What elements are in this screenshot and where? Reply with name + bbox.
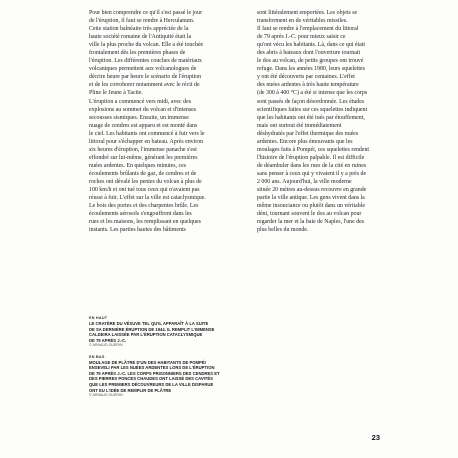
caption-text-line: MOULAGE DE PLÂTRE D'UN DES HABITANTS DE POMPÉI bbox=[89, 359, 206, 365]
text-line: déni, tournant souvent le dos au volcan pour bbox=[257, 211, 362, 218]
text-line: haute société romaine de l'Antiquité était la bbox=[89, 34, 192, 41]
text-line: explosions au sommet du volcan et d'intenses bbox=[89, 106, 197, 113]
caption-text-line: LE CRATÈRE DU VÉSUVE TEL QU'IL APPARAÎT À LA SUITE bbox=[89, 321, 209, 326]
text-line: que les habitants ont été tués par étouffement, bbox=[257, 114, 365, 121]
text-line: ardentes. Encore plus émouvants que les bbox=[257, 138, 353, 145]
text-line: des abris à bateaux dont l'ouverture tournait bbox=[257, 50, 361, 57]
text-line: Cette station balnéaire très appréciée de la bbox=[89, 26, 189, 33]
photo-credit: © ARNAUD GUÉRIN bbox=[89, 343, 123, 348]
text-line: l'histoire de l'éruption palpable. Il est difficile bbox=[257, 154, 365, 161]
text-line: sont passés de façon désordonnée. Les études bbox=[257, 98, 365, 105]
text-line: plus belles du monde. bbox=[257, 227, 309, 234]
caption-text-line: ONT EU L'IDÉE DE REMPLIR DE PLÂTRE bbox=[89, 387, 172, 393]
text-line: 2 000 ans. Aujourd'hui, la ville moderne bbox=[257, 178, 352, 185]
text-line: et de les corroborer notamment avec le récit de bbox=[89, 82, 200, 89]
caption-text-line: DE SA DERNIÈRE ÉRUPTION DE 1944. IL REMPLIT L'IMMENSE bbox=[89, 326, 215, 332]
text-line: située 20 mètres au-dessus recouvre en grande bbox=[257, 187, 367, 194]
text-line: roches ont dévalé les pentes du volcan à plus de bbox=[89, 178, 202, 185]
text-line: refuge. Dans les années 1980, leurs squelettes bbox=[257, 66, 365, 73]
text-line: regarder la mer et la baie de Naples, l'une des bbox=[257, 219, 365, 226]
text-line: effondré sur lui-même, générant les premières bbox=[89, 154, 198, 161]
text-line: de déambuler dans les rues de la cité en ruines bbox=[257, 162, 367, 169]
text-line: Pour bien comprendre ce qu'il s'est passé le jour bbox=[89, 10, 203, 16]
text-line: y ont été découverts par centaines. L'effet bbox=[257, 74, 355, 81]
caption-text-line: DES PIERRES PONCES CHAUDES ONT LAISSÉ DES CAVITÉS bbox=[89, 376, 213, 382]
photo-credit: © ARNAUD GUÉRIN bbox=[89, 393, 123, 398]
text-line: littoral pour s'échapper en bateau. Après environ bbox=[89, 138, 204, 145]
text-line: le ciel. Les habitants ont commencé à fuir vers le bbox=[89, 130, 205, 137]
caption-text-line: DE 79 APRÈS J.-C. LES CORPS PRISONNIERS DES CENDRES ET bbox=[89, 370, 220, 376]
caption-block bbox=[89, 316, 249, 349]
text-line: décrire heure par heure le scénario de l'éruption bbox=[89, 74, 202, 81]
text-line: instants. Les parties hautes des bâtiments bbox=[89, 227, 186, 234]
caption-label: EN BAS bbox=[89, 354, 105, 359]
text-line: Le bois des portes et des charpentes brûle. Les bbox=[89, 203, 199, 210]
text-line: six heures d'éruption, l'immense panache s'est bbox=[89, 146, 197, 153]
text-line: 100 km/h et ont tué tous ceux qui n'avaient pas bbox=[89, 187, 200, 194]
text-line: le dos au volcan, de petits groupes ont trouvé bbox=[257, 58, 364, 65]
text-line: transforment en de véritables missiles. bbox=[257, 18, 348, 25]
text-line: de l'éruption, il faut se rendre à Herculanum. bbox=[89, 18, 195, 25]
text-line: sans penser à ceux qui y vivaient il y a près de bbox=[257, 170, 367, 177]
page-number: 23 bbox=[371, 433, 380, 442]
text-line: sont littéralement emportées. Les objets se bbox=[257, 10, 358, 16]
caption-label: EN HAUT bbox=[89, 316, 108, 320]
text-line: secousses sismiques. Ensuite, un immense bbox=[89, 114, 189, 121]
text-line: L'éruption a commencé vers midi, avec des bbox=[89, 98, 191, 105]
text-line: des nuées ardentes à très haute température bbox=[257, 82, 359, 89]
text-line: nuées ardentes. En quelques minutes, ces bbox=[89, 162, 187, 169]
body-text-right-column bbox=[257, 9, 408, 234]
text-line: Il faut se rendre à l'emplacement du littoral bbox=[257, 26, 359, 33]
photo-captions bbox=[89, 316, 249, 404]
text-line: l'éruption. Les différentes couches de matériaux bbox=[89, 58, 202, 65]
text-line: qu'ont vécu les habitants. Là, dans ce qui était bbox=[257, 42, 366, 49]
text-line: même insouciance ou plutôt dans un véritable bbox=[257, 203, 365, 210]
text-line: moulages faits à Pompéi, ces squelettes rendent bbox=[257, 146, 370, 153]
text-line: volcaniques permettent aux volcanologues de bbox=[89, 66, 197, 73]
text-line: partie la ville antique. Les gens vivent dans la bbox=[257, 195, 365, 202]
body-text-left-column bbox=[89, 9, 240, 234]
text-line: déshydratés par l'effet thermique des nuées bbox=[257, 130, 359, 137]
text-line: Pline le Jeune à Tacite. bbox=[89, 90, 143, 97]
text-line: écoulements brûlants de gaz, de cendres et de bbox=[89, 170, 197, 177]
text-line: rues et les maisons, les remplissant en quelques bbox=[89, 219, 201, 226]
text-line: (de 300 à 400 °C) a été si intense que les corps bbox=[257, 90, 368, 97]
text-line: réussi à fuir. L'effet sur la ville est cataclysmique. bbox=[89, 195, 206, 202]
text-line: ville la plus proche du volcan. Elle a été touchée bbox=[89, 42, 204, 49]
caption-text-line: CALDEIRA LAISSÉE PAR L'ÉRUPTION CATACLYSMIQUE bbox=[89, 332, 203, 338]
text-line: mais ont surtout été immédiatement bbox=[257, 122, 342, 129]
text-line: écoulements aérosols s'engouffrent dans les bbox=[89, 211, 192, 218]
caption-text-line: QUE LES PREMIERS DÉCOUVREURS DE LA VILLE DISPARUE bbox=[89, 381, 214, 387]
text-line: frontalement dès les premières phases de bbox=[89, 50, 186, 57]
caption-block bbox=[89, 355, 249, 399]
text-line: scientifiques faites sur ces squelettes indiquent bbox=[257, 106, 368, 113]
text-line: de 79 après J.-C. pour mieux saisir ce bbox=[257, 34, 346, 41]
text-line: nuage de cendres est apparu et est monté dans bbox=[89, 122, 198, 129]
caption-text-line: ENSEVELI PAR LES NUÉES ARDENTES LORS DE L'ÉRUPTION bbox=[89, 365, 215, 371]
caption-text-line: DE 79 APRÈS J.-C. bbox=[89, 337, 127, 343]
